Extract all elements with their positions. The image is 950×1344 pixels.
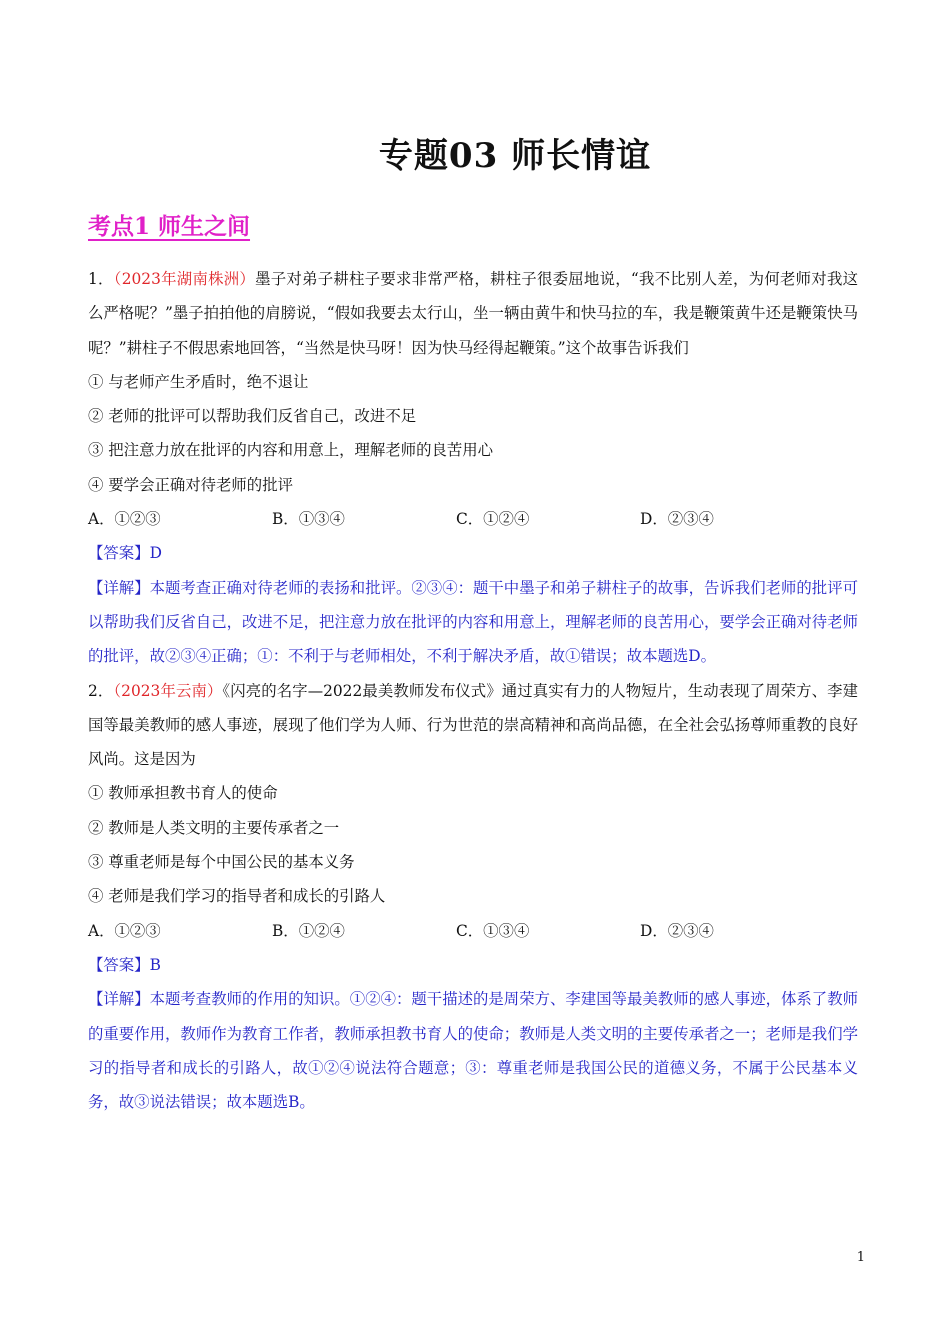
question-2-number: 2． [88, 681, 114, 700]
question-1-number: 1． [88, 270, 114, 288]
choice-d: D．②③④ [640, 921, 714, 940]
question-2-explanation: 【详解】本题考查教师的作用的知识。①②④：题干描述的是周荣方、李建国等最美教师的感人事迹，体系了教师的重要作用，教师作为教育工作者，教师承担教书育人的使命；教师是人类文明的主要传承者之一；老师是我们学习的指导者和成长的引路人，故①②④说法符合题意；③：尊重老师是我国公民的道德义务，不属于公民基本义务，故③说法错误；故本题选B。 [88, 990, 858, 1112]
question-1-option: ① 与老师产生矛盾时，绝不退让 [88, 372, 309, 391]
page-number: 1 [856, 1250, 865, 1265]
question-2-source: （2023年云南） [113, 681, 223, 700]
question-2-choices [88, 914, 858, 948]
choice-a: A．①②③ [88, 921, 161, 940]
choice-c: C．①②④ [456, 510, 530, 529]
choice-a: A．①②③ [88, 510, 161, 529]
question-1-option: ② 老师的批评可以帮助我们反省自己，改进不足 [88, 407, 417, 426]
question-1-explanation: 【详解】本题考查正确对待老师的表扬和批评。②③④：题干中墨子和弟子耕柱子的故事，告诉我们老师的批评可以帮助我们反省自己，改进不足，把注意力放在批评的内容和用意上，理解老师的良苦用心，要学会正确对待老师的批评，故②③④正确；①：不利于与老师相处，不利于解决矛盾，故①错误；故本题选D。 [88, 578, 858, 666]
content-body [88, 262, 858, 1119]
question-2-option: ④ 老师是我们学习的指导者和成长的引路人 [88, 887, 386, 906]
question-1-text: 墨子对弟子耕柱子要求非常严格，耕柱子很委屈地说，“我不比别人差，为何老师对我这么严格呢？”墨子拍拍他的肩膀说，“假如我要去太行山，坐一辆由黄牛和快马拉的车，我是鞭策黄牛还是鞭策快马呢？”耕柱子不假思索地回答，“当然是快马呀！因为快马经得起鞭策。”这个故事告诉我们 [88, 270, 859, 357]
page-title: 专题03 师长情谊 [378, 136, 652, 176]
question-1-option: ③ 把注意力放在批评的内容和用意上，理解老师的良苦用心 [88, 441, 494, 460]
choice-c: C．①③④ [456, 921, 530, 940]
question-2-option: ③ 尊重老师是每个中国公民的基本义务 [88, 853, 355, 872]
choice-b: B．①③④ [272, 510, 345, 529]
question-2-option: ② 教师是人类文明的主要传承者之一 [88, 818, 340, 837]
question-1-answer: 【答案】D [88, 544, 162, 563]
choice-b: B．①②④ [272, 921, 345, 940]
question-1-choices [88, 502, 858, 536]
question-1-option: ④ 要学会正确对待老师的批评 [88, 475, 293, 494]
question-2-text: 《闪亮的名字—2022最美教师发布仪式》通过真实有力的人物短片，生动表现了周荣方、李建国等最美教师的感人事迹，展现了他们学为人师、行为世范的崇高精神和高尚品德，在全社会弘扬尊师重教的良好风尚。这是因为 [88, 681, 859, 769]
question-1-stem [88, 262, 858, 365]
question-2-stem [88, 674, 858, 777]
question-1-source: （2023年湖南株洲） [113, 270, 256, 288]
section-heading: 考点1 师生之间 [88, 213, 251, 240]
question-2-option: ① 教师承担教书育人的使命 [88, 784, 278, 803]
choice-d: D．②③④ [640, 510, 714, 529]
question-2-answer: 【答案】B [88, 955, 161, 974]
